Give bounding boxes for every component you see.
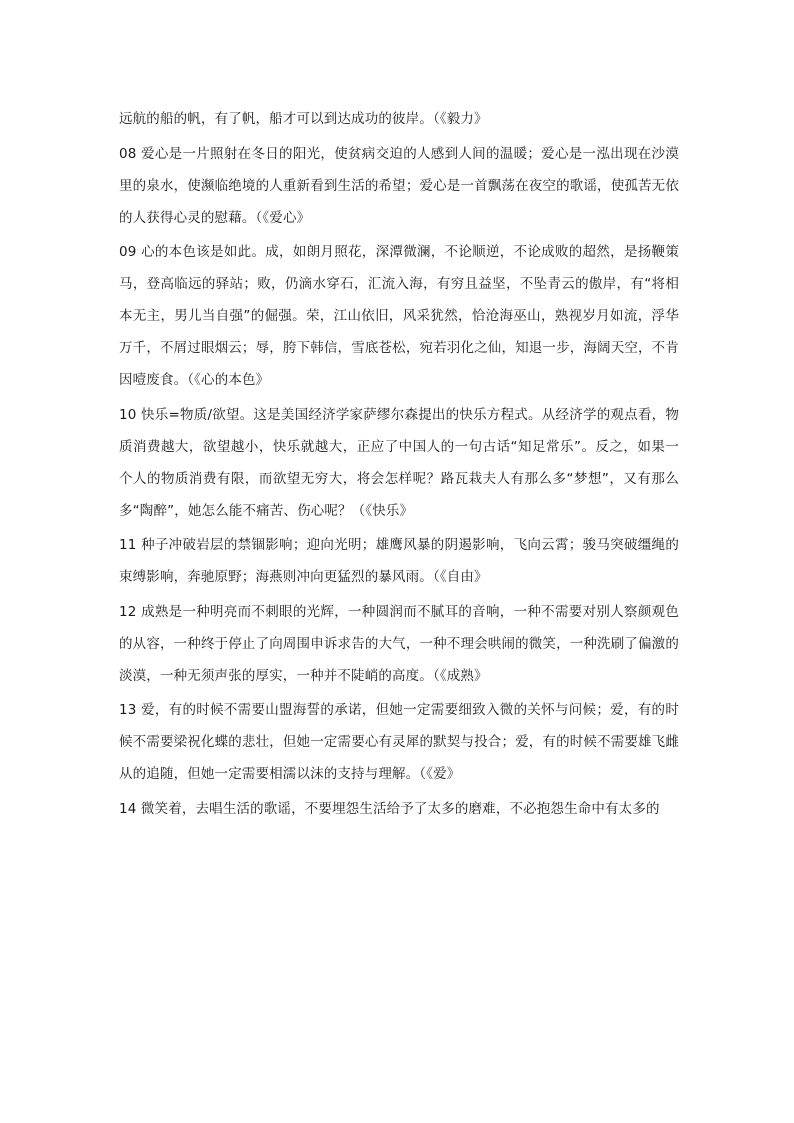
paragraph-11: 11 种子冲破岩层的禁锢影响；迎向光明；雄鹰风暴的阴遏影响，飞向云霄；骏马突破缰绳的束缚影响，奔驰原野；海燕则冲向更猛烈的暴风雨。（《自由》 (119, 537, 679, 585)
paragraph-10: 10 快乐=物质/欲望。这是美国经济学家萨缪尔森提出的快乐方程式。从经济学的观点看，物质消费越大，欲望越小，快乐就越大，正应了中国人的一句古话“知足常乐”。反之，如果一个人的物质消费有限，而欲望无穷大，将会怎样呢？路瓦栽夫人有那么多“梦想”，又有那么多“陶醉”，她怎么能不痛苦、伤心呢？（《快乐》 (119, 406, 679, 519)
document-body (119, 103, 679, 827)
paragraph-fragment-07: 远航的船的帆，有了帆，船才可以到达成功的彼岸。（《毅力》 (119, 111, 488, 127)
paragraph-14: 14 微笑着，去唱生活的歌谣，不要埋怨生活给予了太多的磨难，不必抱怨生命中有太多的 (119, 800, 660, 817)
paragraph-13: 13 爱，有的时候不需要山盟海誓的承诺，但她一定需要细致入微的关怀与问候；爱，有的时候不需要梁祝化蝶的悲壮，但她一定需要心有灵犀的默契与投合；爱，有的时候不需要雄飞雌从的追随，但她一定需要相濡以沫的支持与理解。（《爱》 (119, 702, 679, 782)
paragraph-09: 09 心的本色该是如此。成，如朗月照花，深潭微澜，不论顺逆，不论成败的超然，是扬鞭策马，登高临远的驿站；败，仍滴水穿石，汇流入海，有穷且益坚，不坠青云的傲岸，有“将相本无主，男儿当自强”的倔强。荣，江山依旧，风采犹然，恰沧海巫山，熟视岁月如流，浮华万千，不屑过眼烟云；辱，胯下韩信，雪底苍松，宛若羽化之仙，知退一步，海阔天空，不肯因噎废食。（《心的本色》 (119, 244, 679, 388)
paragraph-08: 08 爱心是一片照射在冬日的阳光，使贫病交迫的人感到人间的温暖；爱心是一泓出现在沙漠里的泉水，使濒临绝境的人重新看到生活的希望；爱心是一首飘荡在夜空的歌谣，使孤苦无依的人获得心灵的慰藉。（《爱心》 (119, 145, 679, 226)
paragraph-12: 12 成熟是一种明亮而不刺眼的光辉，一种圆润而不腻耳的音响，一种不需要对别人察颜观色的从容，一种终于停止了向周围申诉求告的大气，一种不理会哄闹的微笑，一种洗刷了偏激的淡漠，一种无须声张的厚实，一种并不陡峭的高度。（《成熟》 (119, 603, 679, 684)
